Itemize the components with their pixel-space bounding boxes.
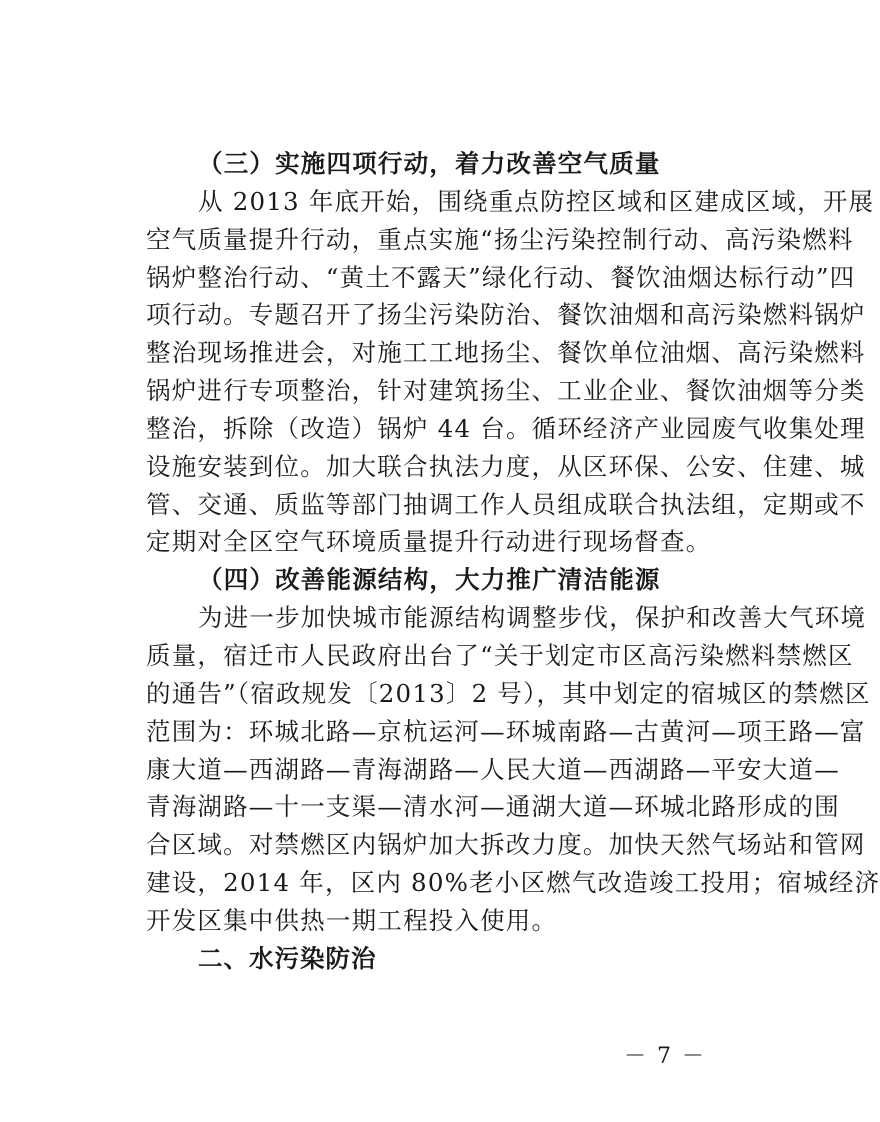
section-heading-water: 二、水污染防治 bbox=[198, 944, 377, 973]
page-number: － 7 － bbox=[624, 1044, 706, 1069]
paragraph-line: 锅炉进行专项整治，针对建筑扬尘、工业企业、餐饮油烟等分类 bbox=[146, 376, 866, 405]
paragraph-line: 青海湖路—十一支渠—清水河—通湖大道—环城北路形成的围 bbox=[146, 792, 840, 821]
paragraph-line: 整治现场推进会，对施工工地扬尘、餐饮单位油烟、高污染燃料 bbox=[146, 338, 866, 367]
paragraph-line: 管、交通、质监等部门抽调工作人员组成联合执法组，定期或不 bbox=[146, 490, 866, 519]
paragraph-line: 的通告”（宿政规发〔2013〕2 号），其中划定的宿城区的禁燃区 bbox=[146, 679, 871, 708]
paragraph-line: 为进一步加快城市能源结构调整步伐，保护和改善大气环境 bbox=[198, 603, 867, 632]
paragraph-line: 空气质量提升行动，重点实施“扬尘污染控制行动、高污染燃料 bbox=[146, 225, 854, 254]
paragraph-line: 康大道—西湖路—青海湖路—人民大道—西湖路—平安大道— bbox=[146, 755, 840, 784]
paragraph-line: 项行动。专题召开了扬尘污染防治、餐饮油烟和高污染燃料锅炉 bbox=[146, 300, 866, 329]
paragraph-line: 锅炉整治行动、“黄土不露天”绿化行动、餐饮油烟达标行动”四 bbox=[146, 263, 856, 292]
paragraph-line: 从 2013 年底开始，围绕重点防控区域和区建成区域，开展 bbox=[198, 187, 875, 216]
section-heading-3: （三）实施四项行动，着力改善空气质量 bbox=[198, 149, 661, 178]
paragraph-line: 设施安装到位。加大联合执法力度，从区环保、公安、住建、城 bbox=[146, 452, 866, 481]
paragraph-line: 范围为：环城北路—京杭运河—环城南路—古黄河—项王路—富 bbox=[146, 717, 866, 746]
paragraph-line: 开发区集中供热一期工程投入使用。 bbox=[146, 906, 558, 935]
paragraph-line: 质量，宿迁市人民政府出台了“关于划定市区高污染燃料禁燃区 bbox=[146, 641, 854, 670]
paragraph-line: 合区域。对禁燃区内锅炉加大拆改力度。加快天然气场站和管网 bbox=[146, 830, 866, 859]
section-heading-4: （四）改善能源结构，大力推广清洁能源 bbox=[198, 565, 661, 594]
paragraph-line: 整治，拆除（改造）锅炉 44 台。循环经济产业园废气收集处理 bbox=[146, 414, 866, 443]
paragraph-line: 定期对全区空气环境质量提升行动进行现场督查。 bbox=[146, 527, 712, 556]
paragraph-line: 建设，2014 年，区内 80%老小区燃气改造竣工投用；宿城经济 bbox=[146, 868, 880, 897]
